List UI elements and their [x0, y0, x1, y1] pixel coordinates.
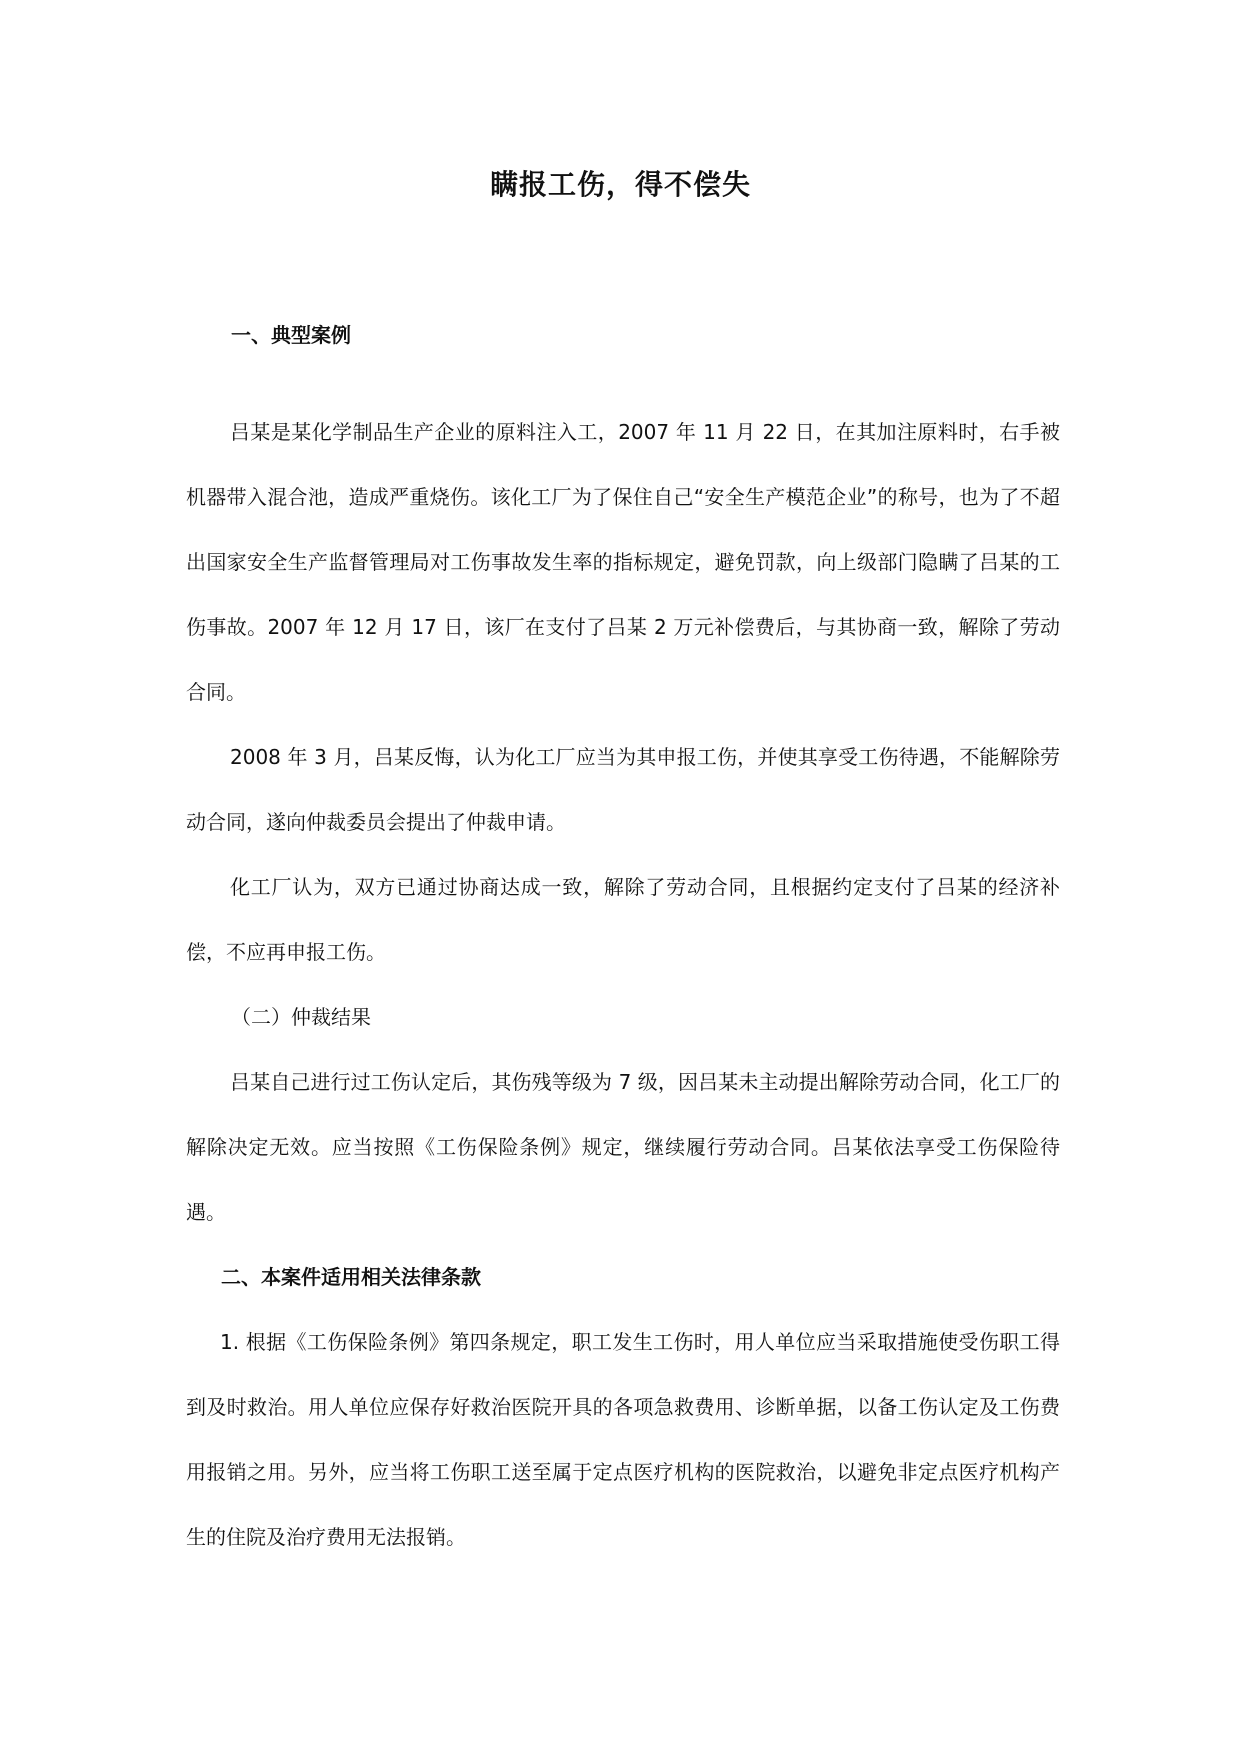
legal-provision-paragraph-1: 1. 根据《工伤保险条例》第四条规定，职工发生工伤时，用人单位应当采取措施使受伤职工得到及时救治。用人单位应保存好救治医院开具的各项急救费用、诊断单据，以备工伤认定及工伤费用报销之用。另外，应当将工伤职工送至属于定点医疗机构的医院救治，以避免非定点医疗机构产生的住院及治疗费用无法报销。: [186, 1330, 1060, 1549]
case-paragraph-2: 2008 年 3 月，吕某反悔，认为化工厂应当为其申报工伤，并使其享受工伤待遇，不能解除劳动合同，遂向仲裁委员会提出了仲裁申请。: [186, 745, 1060, 834]
section-heading-typical-case: 一、典型案例: [231, 323, 351, 347]
case-paragraph-3: 化工厂认为，双方已通过协商达成一致，解除了劳动合同，且根据约定支付了吕某的经济补偿，不应再申报工伤。: [186, 875, 1060, 964]
document-title: 瞒报工伤，得不偿失: [489, 168, 751, 201]
section-heading-legal-provisions: 二、本案件适用相关法律条款: [221, 1265, 481, 1289]
subheading-arbitration-result: （二）仲裁结果: [231, 1005, 371, 1029]
case-paragraph-1: 吕某是某化学制品生产企业的原料注入工，2007 年 11 月 22 日，在其加注原料时，右手被机器带入混合池，造成严重烧伤。该化工厂为了保住自己“安全生产模范企业”的称号，也为了不超出国家安全生产监督管理局对工伤事故发生率的指标规定，避免罚款，向上级部门隐瞒了吕某的工伤事故。2007 年 12 月 17 日，该厂在支付了吕某 2 万元补偿费后，与其协商一致，解除了劳动合同。: [186, 420, 1060, 704]
arbitration-result-paragraph: 吕某自己进行过工伤认定后，其伤残等级为 7 级，因吕某未主动提出解除劳动合同，化工厂的解除决定无效。应当按照《工伤保险条例》规定，继续履行劳动合同。吕某依法享受工伤保险待遇。: [186, 1070, 1060, 1224]
